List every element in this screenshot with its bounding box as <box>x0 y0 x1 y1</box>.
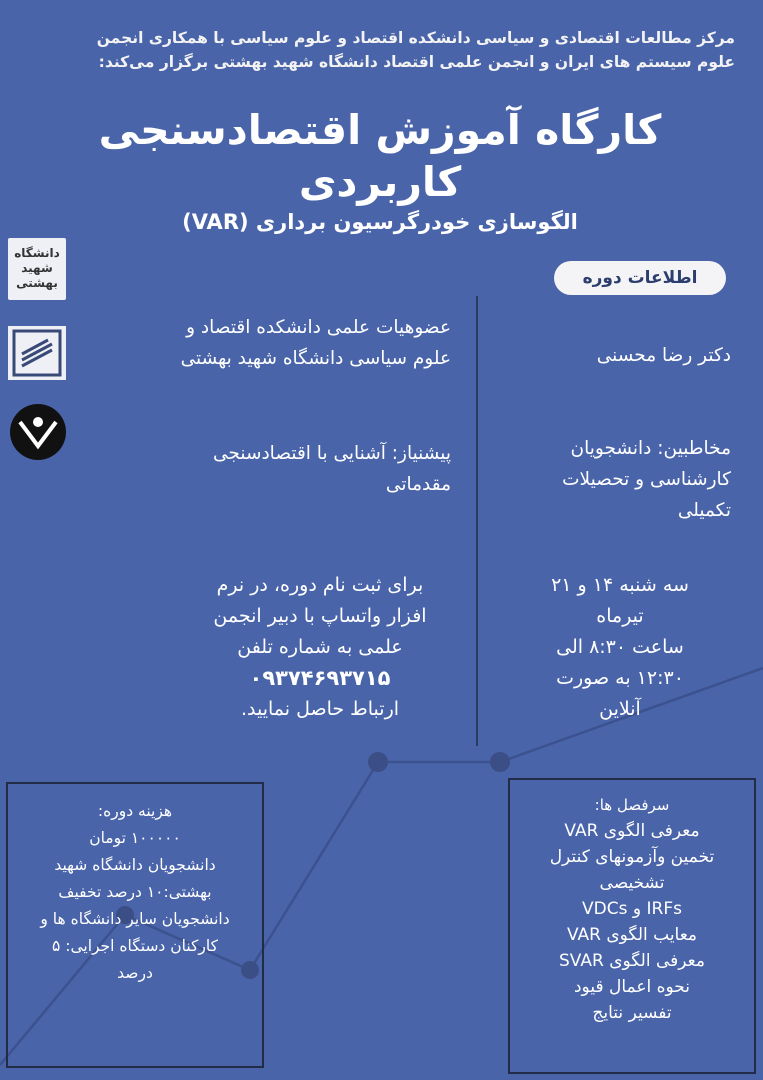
syllabus-box <box>508 778 756 1074</box>
systems-society-logo <box>8 402 68 462</box>
prerequisite-line-1: پیشنیاز: آشنایی با اقتصادسنجی <box>213 443 451 464</box>
title-line-1: کارگاه آموزش اقتصادسنجی <box>98 106 662 154</box>
schedule-line-2: تیرماه <box>596 605 644 627</box>
schedule-line-4: ۱۲:۳۰ به صورت <box>556 667 684 689</box>
syllabus-item: تفسیر نتایج <box>592 1003 672 1023</box>
syllabus-list <box>510 780 754 1026</box>
registration-line-2: افزار واتساپ با دبیر انجمن <box>213 605 427 627</box>
registration-line-1: برای ثبت نام دوره، در نرم <box>216 574 424 596</box>
fee-heading: هزینه دوره: <box>97 802 173 820</box>
schedule-line-3: ساعت ۸:۳۰ الی <box>556 636 684 658</box>
syllabus-item: نحوه اعمال قیود <box>573 977 691 997</box>
prerequisite-line-2: مقدماتی <box>385 474 451 495</box>
affiliation-line-1: عضوهیات علمی دانشکده اقتصاد و <box>186 317 451 338</box>
syllabus-item: معرفی الگوی VAR <box>564 821 700 841</box>
course-info-badge: اطلاعات دوره <box>554 261 726 295</box>
fee-line-3: دانشجویان دانشگاه شهید <box>54 856 216 874</box>
registration-line-5: ارتباط حاصل نمایید. <box>240 698 400 720</box>
fee-line-5: دانشجویان سایر دانشگاه ها و <box>40 910 230 928</box>
syllabus-item: IRFs و VDCs <box>582 899 682 919</box>
affiliation-line-2: علوم سیاسی دانشگاه شهید بهشتی <box>180 348 451 369</box>
schedule <box>505 570 735 725</box>
fee-box <box>6 782 264 1068</box>
faculty-logo <box>8 326 66 380</box>
prerequisite <box>91 438 451 500</box>
registration-line-3: علمی به شماره تلفن <box>237 636 403 658</box>
syllabus-item: تخمین وآزمونهای کنترل <box>549 847 715 867</box>
syllabus-item: معرفی الگوی SVAR <box>559 951 705 971</box>
instructor-name: دکتر رضا محسنی <box>596 345 731 366</box>
workshop-subtitle: الگوسازی خودرگرسیون برداری (VAR) <box>182 210 578 234</box>
fee-amount: ۱۰۰۰۰۰ تومان <box>89 829 181 847</box>
syllabus-heading: سرفصل ها: <box>594 796 670 814</box>
intro-line-2: علوم سیستم های ایران و انجمن علمی اقتصاد دانشگاه شهید بهشتی برگزار می‌کند: <box>98 53 735 71</box>
graph-node <box>368 752 388 772</box>
instructor-affiliation <box>91 312 451 374</box>
university-logo <box>8 238 66 300</box>
organizer-intro <box>15 26 735 74</box>
university-logo-text: دانشگاه شهید بهشتی <box>14 246 60 290</box>
syllabus-item: تشخیصی <box>599 873 665 893</box>
audience-line-1: مخاطبین: دانشجویان <box>570 438 731 459</box>
schedule-line-5: آنلاین <box>599 698 641 720</box>
workshop-title <box>60 104 700 208</box>
syllabus-item: معایب الگوی VAR <box>566 925 698 945</box>
fee-details <box>8 784 262 987</box>
fee-line-6: کارکنان دستگاه اجرایی: ۵ <box>51 937 219 955</box>
intro-line-1: مرکز مطالعات اقتصادی و سیاسی دانشکده اقتصاد و علوم سیاسی با همکاری انجمن <box>96 29 735 47</box>
title-line-2: کاربردی <box>298 158 462 206</box>
fee-line-7: درصد <box>117 964 153 982</box>
audience <box>471 433 731 526</box>
fee-line-4: بهشتی:۱۰ درصد تخفیف <box>58 883 212 901</box>
registration-info <box>180 570 460 725</box>
audience-line-3: تکمیلی <box>677 500 731 521</box>
audience-line-2: کارشناسی و تحصیلات <box>562 469 731 490</box>
schedule-line-1: سه شنبه ۱۴ و ۲۱ <box>551 574 689 596</box>
phone-number: ۰۹۳۷۴۶۹۳۷۱۵ <box>249 666 391 690</box>
graph-node <box>490 752 510 772</box>
